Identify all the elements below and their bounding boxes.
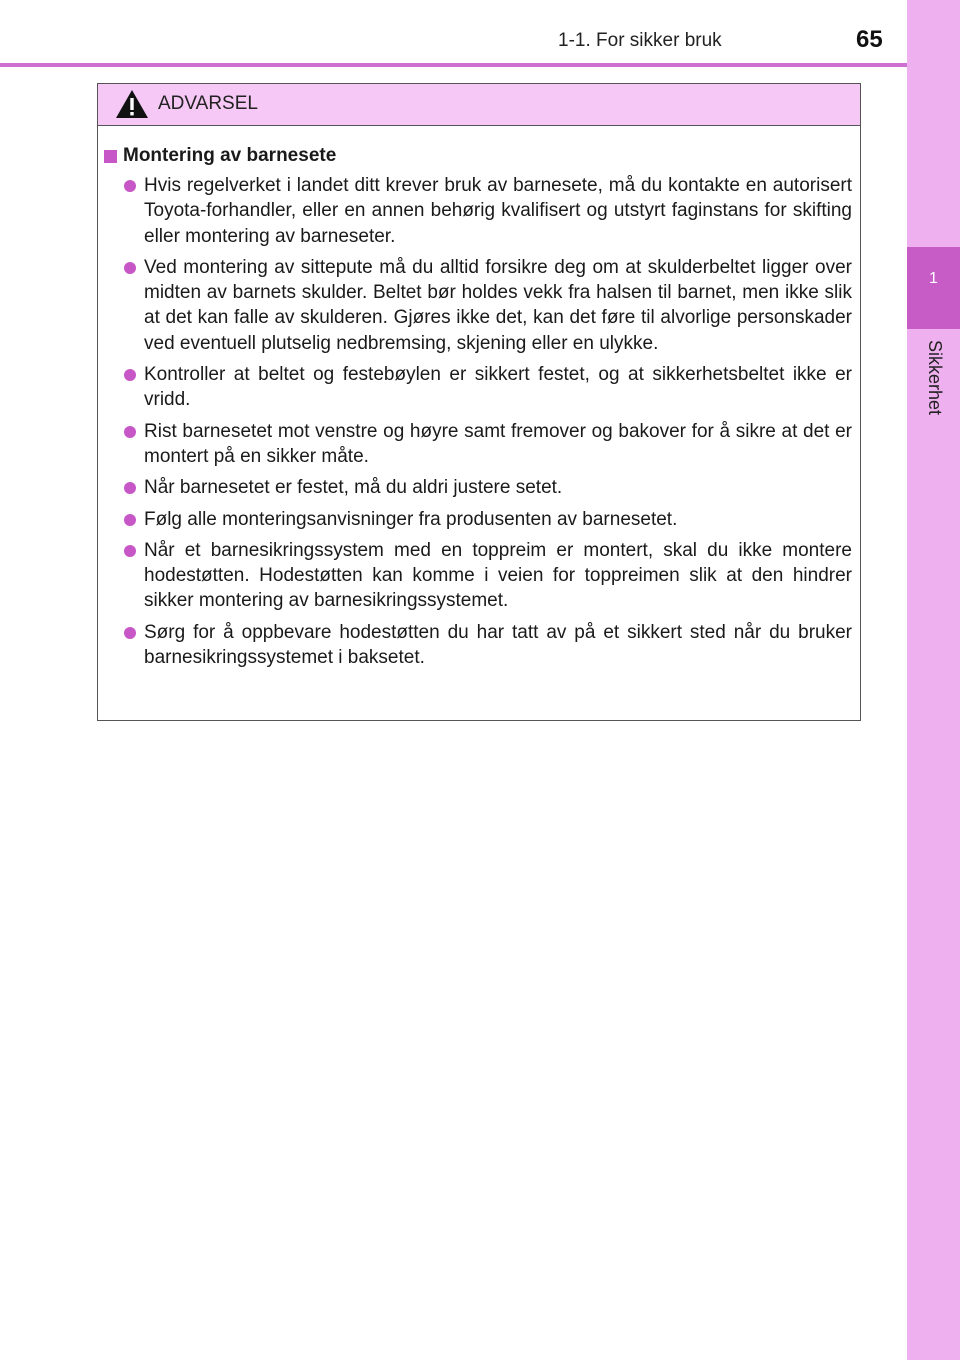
warning-section-title [104, 143, 852, 169]
circle-bullet-icon [124, 514, 136, 526]
square-bullet-icon [104, 150, 117, 163]
warning-bullet-text: Rist barnesetet mot venstre og høyre samt fremover og bakover for å sikre at det er montert på en sikker måte. [144, 420, 852, 467]
warning-bullet-text: Når et barnesikringssystem med en toppreim er montert, skal du ikke montere hodestøtten. Hodestøtten kan komme i veien for toppreimen slik at den hindrer sikker montering av barnesikringssystemet. [144, 539, 852, 612]
warning-box [97, 83, 861, 721]
warning-header [98, 84, 860, 126]
circle-bullet-icon [124, 262, 136, 274]
warning-bullet [104, 538, 852, 614]
circle-bullet-icon [124, 627, 136, 639]
warning-bullet-text: Ved montering av sittepute må du alltid forsikre deg om at skulderbeltet ligger over midten av barnets skulder. Beltet bør holdes vekk fra halsen til barnet, men ikke slik at det kan falle av skulderen. Gjøres ikke det, kan det føre til alvorlige personskader ved eventuell plutselig nedbremsing, skjening eller en ulykke. [144, 256, 852, 354]
warning-body [98, 126, 860, 670]
warning-bullet [104, 362, 852, 413]
circle-bullet-icon [124, 426, 136, 438]
warning-bullet [104, 255, 852, 356]
header-section-title: 1-1. For sikker bruk [558, 30, 722, 51]
chapter-label: Sikkerhet [925, 340, 945, 416]
warning-bullet [104, 507, 852, 532]
circle-bullet-icon [124, 482, 136, 494]
warning-bullet [104, 419, 852, 470]
warning-title: ADVARSEL [158, 93, 258, 114]
warning-bullet [104, 620, 852, 671]
warning-section-title-text: Montering av barnesete [123, 145, 337, 166]
warning-triangle-icon [115, 89, 149, 119]
warning-bullet-text: Kontroller at beltet og festebøylen er sikkert festet, og at sikkerhetsbeltet ikke er vridd. [144, 364, 852, 411]
warning-bullet [104, 475, 852, 500]
warning-bullet-text: Følg alle monteringsanvisninger fra produsenten av barnesetet. [144, 508, 678, 530]
circle-bullet-icon [124, 545, 136, 557]
page-number: 65 [856, 26, 883, 53]
warning-bullet-text: Hvis regelverket i landet ditt krever bruk av barnesete, må du kontakte en autorisert Toyota-forhandler, eller en annen behørig kvalifisert og utstyrt faginstans for skifting eller montering av barneseter. [144, 175, 852, 247]
warning-bullet-text: Når barnesetet er festet, må du aldri justere setet. [144, 477, 563, 499]
chapter-number: 1 [929, 270, 938, 287]
circle-bullet-icon [124, 180, 136, 192]
chapter-tab-active[interactable] [907, 247, 960, 329]
header-divider [0, 63, 907, 67]
warning-bullet [104, 173, 852, 249]
chapter-side-tab [907, 0, 960, 1360]
warning-bullet-text: Sørg for å oppbevare hodestøtten du har tatt av på et sikkert sted når du bruker barnesikringssystemet i baksetet. [144, 621, 852, 669]
circle-bullet-icon [124, 369, 136, 381]
